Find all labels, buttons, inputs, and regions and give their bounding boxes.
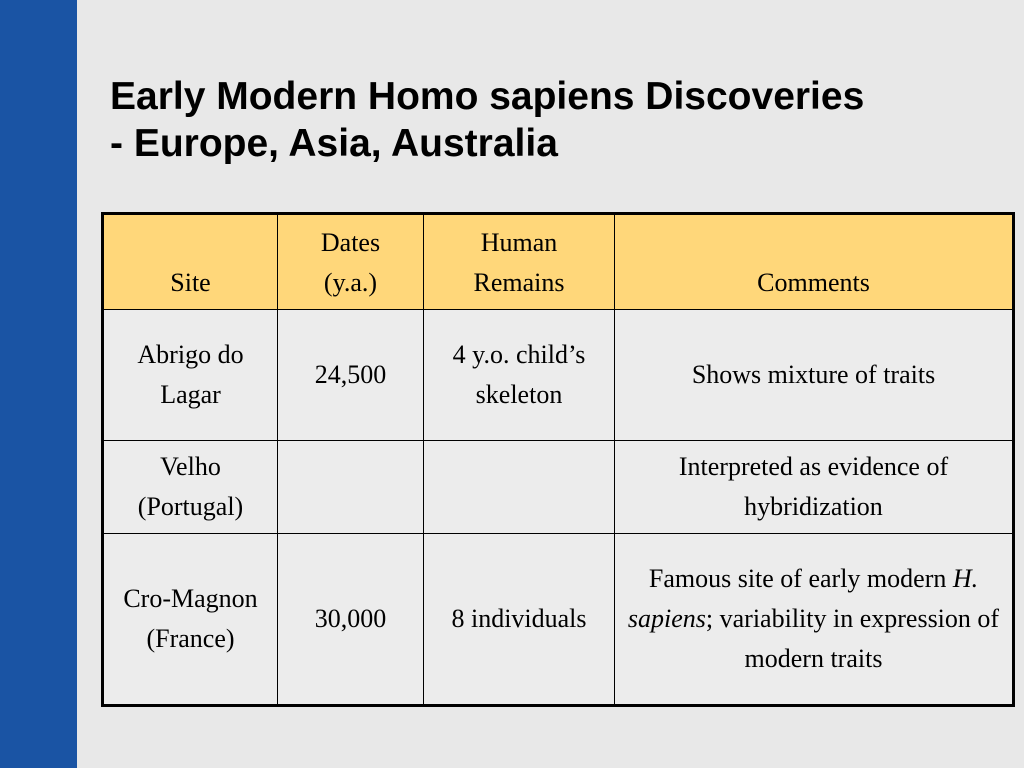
table-row bbox=[103, 441, 1014, 534]
cell-comments: Shows mixture of traits bbox=[615, 310, 1014, 441]
table-row bbox=[103, 534, 1014, 706]
header-remains-line-2: Remains bbox=[473, 268, 565, 297]
header-dates-line-1: Dates bbox=[320, 228, 381, 257]
header-dates-line-2: (y.a.) bbox=[323, 268, 378, 297]
slide-title bbox=[110, 73, 1010, 167]
header-remains-line-1: Human bbox=[480, 228, 558, 257]
cell-remains bbox=[424, 441, 615, 534]
cell-comments bbox=[615, 534, 1014, 706]
cell-dates: 24,500 bbox=[278, 310, 424, 441]
cell-remains: 8 individuals bbox=[424, 534, 615, 706]
table-header-row bbox=[103, 214, 1014, 310]
cell-dates: 30,000 bbox=[278, 534, 424, 706]
comments-text-before: Famous site of early modern bbox=[648, 564, 953, 593]
header-site: Site bbox=[103, 214, 278, 310]
cell-dates bbox=[278, 441, 424, 534]
slide-title-line-2: - Europe, Asia, Australia bbox=[110, 122, 558, 165]
comments-text-after: ; variability in expression of modern traits bbox=[705, 604, 1000, 673]
table-row bbox=[103, 310, 1014, 441]
cell-comments: Interpreted as evidence of hybridization bbox=[615, 441, 1014, 534]
header-human-remains bbox=[424, 214, 615, 310]
cell-site: Abrigo do Lagar bbox=[103, 310, 278, 441]
cell-site: Velho (Portugal) bbox=[103, 441, 278, 534]
side-accent-bar bbox=[0, 0, 77, 768]
header-dates bbox=[278, 214, 424, 310]
header-comments: Comments bbox=[615, 214, 1014, 310]
slide-title-line-1: Early Modern Homo sapiens Discoveries bbox=[110, 75, 865, 118]
discoveries-table bbox=[101, 212, 1015, 707]
cell-remains: 4 y.o. child’s skeleton bbox=[424, 310, 615, 441]
species-name-italic: H. sapiens bbox=[627, 564, 979, 633]
cell-site: Cro-Magnon (France) bbox=[103, 534, 278, 706]
